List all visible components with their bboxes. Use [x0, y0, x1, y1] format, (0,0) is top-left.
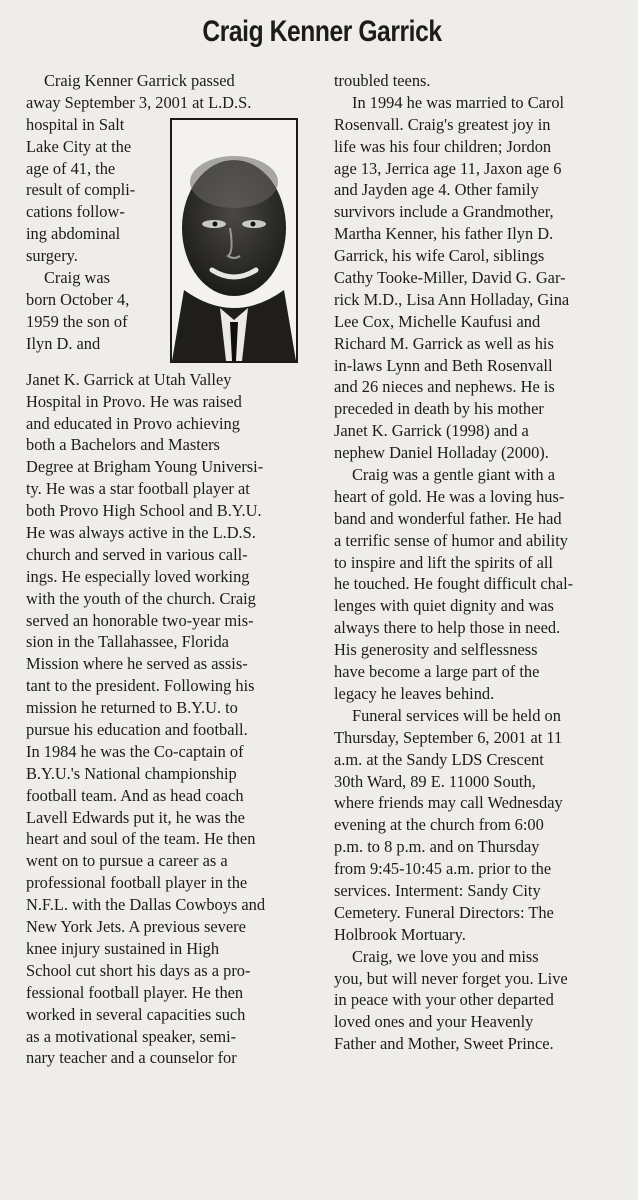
- obituary-title: Craig Kenner Garrick: [202, 15, 442, 48]
- text-line: ings. He especially loved working: [26, 566, 250, 586]
- text-line: surgery.: [26, 246, 78, 266]
- text-line: p.m. to 8 p.m. and on Thursday: [334, 837, 540, 857]
- text-line: from 9:45-10:45 a.m. prior to the: [334, 859, 552, 879]
- text-line: result of compli-: [26, 180, 136, 200]
- text-line: School cut short his days as a pro-: [26, 960, 251, 980]
- text-line: Holbrook Mortuary.: [334, 924, 466, 944]
- text-line: services. Interment: Sandy City: [334, 880, 541, 900]
- text-line: in-laws Lynn and Beth Rosenvall: [334, 355, 553, 375]
- text-line: Rosenvall. Craig's greatest joy in: [334, 114, 551, 134]
- portrait-illustration: [172, 120, 296, 361]
- text-line: and 26 nieces and nephews. He is: [334, 377, 555, 397]
- text-line: Degree at Brigham Young Universi-: [26, 457, 264, 477]
- text-line: In 1994 he was married to Carol: [352, 92, 565, 112]
- text-line: ing abdominal: [26, 224, 121, 244]
- text-line: Thursday, September 6, 2001 at 11: [334, 727, 563, 747]
- text-line: life was his four children; Jordon: [334, 136, 552, 156]
- text-line: knee injury sustained in High: [26, 938, 220, 958]
- text-line: Father and Mother, Sweet Prince.: [334, 1034, 554, 1054]
- text-line: Craig Kenner Garrick passed: [44, 71, 235, 90]
- text-line: both a Bachelors and Masters: [26, 435, 220, 455]
- text-line: born October 4,: [26, 289, 130, 309]
- text-line: Ilyn D. and: [26, 333, 101, 353]
- text-line: you, but will never forget you. Live: [334, 968, 568, 988]
- text-line: a terrific sense of humor and ability: [334, 530, 568, 550]
- text-line: pursue his education and football.: [26, 720, 248, 740]
- text-line: Richard M. Garrick as well as his: [334, 333, 554, 353]
- text-line: he touched. He fought difficult chal-: [334, 574, 574, 594]
- text-line: Lavell Edwards put it, he was the: [26, 807, 245, 827]
- text-line: and Jayden age 4. Other family: [334, 180, 539, 200]
- right-lines: [334, 70, 618, 1055]
- text-line: troubled teens.: [334, 71, 431, 90]
- text-line: sion in the Tallahassee, Florida: [26, 632, 229, 652]
- text-line: Cemetery. Funeral Directors: The: [334, 902, 554, 922]
- text-line: mission he returned to B.Y.U. to: [26, 698, 238, 718]
- text-line: New York Jets. A previous severe: [26, 917, 246, 937]
- text-line: Martha Kenner, his father Ilyn D.: [334, 224, 554, 244]
- text-line: football team. And as head coach: [26, 785, 244, 805]
- text-line: have become a large part of the: [334, 662, 540, 682]
- text-line: 1959 the son of: [26, 311, 128, 331]
- text-line: as a motivational speaker, semi-: [26, 1026, 237, 1046]
- text-line: where friends may call Wednesday: [334, 793, 563, 813]
- text-line: preceded in death by his mother: [334, 399, 544, 419]
- text-line: professional football player in the: [26, 873, 248, 893]
- text-line: to inspire and lift the spirits of all: [334, 552, 553, 572]
- text-line: a.m. at the Sandy LDS Crescent: [334, 749, 544, 769]
- text-line: Craig was a gentle giant with a: [352, 465, 556, 485]
- text-line: went on to pursue a career as a: [26, 851, 228, 871]
- text-line: nary teacher and a counselor for: [26, 1048, 237, 1068]
- text-line: 30th Ward, 89 E. 11000 South,: [334, 771, 536, 791]
- text-line: in peace with your other departed: [334, 990, 554, 1010]
- text-line: Mission where he served as assis-: [26, 654, 248, 674]
- body-lines: [26, 369, 298, 1070]
- text-line: Funeral services will be held on: [352, 705, 561, 725]
- text-line: age 13, Jerrica age 11, Jaxon age 6: [334, 158, 562, 178]
- text-line: served an honorable two-year mis-: [26, 610, 254, 630]
- text-line: heart of gold. He was a loving hus-: [334, 486, 565, 506]
- text-line: Janet K. Garrick at Utah Valley: [26, 369, 232, 389]
- intro-lines: [26, 70, 298, 114]
- text-line: tant to the president. Following his: [26, 676, 255, 696]
- text-line: band and wonderful father. He had: [334, 508, 562, 528]
- text-line: loved ones and your Heavenly: [334, 1012, 534, 1032]
- text-line: away September 3, 2001 at L.D.S.: [26, 92, 252, 112]
- article-columns: [26, 70, 618, 1069]
- text-line: always there to help those in need.: [334, 618, 561, 638]
- text-line: church and served in various call-: [26, 544, 248, 564]
- text-line: Lake City at the: [26, 136, 132, 156]
- text-line: lenges with quiet dignity and was: [334, 596, 554, 616]
- text-line: rick M.D., Lisa Ann Holladay, Gina: [334, 289, 570, 309]
- text-line: ty. He was a star football player at: [26, 479, 250, 499]
- text-line: In 1984 he was the Co-captain of: [26, 741, 244, 761]
- text-line: His generosity and selflessness: [334, 640, 538, 660]
- portrait-photo: [170, 118, 298, 363]
- text-line: age of 41, the: [26, 158, 116, 178]
- text-line: Janet K. Garrick (1998) and a: [334, 421, 529, 441]
- photo-wrap-block: [26, 114, 298, 369]
- text-line: Lee Cox, Michelle Kaufusi and: [334, 311, 541, 331]
- text-line: legacy he leaves behind.: [334, 683, 495, 703]
- text-line: worked in several capacities such: [26, 1004, 246, 1024]
- left-column: [26, 70, 298, 1069]
- text-line: Cathy Tooke-Miller, David G. Gar-: [334, 268, 566, 288]
- text-line: heart and soul of the team. He then: [26, 829, 256, 849]
- text-line: He was always active in the L.D.S.: [26, 523, 256, 543]
- text-line: both Provo High School and B.Y.U.: [26, 501, 262, 521]
- text-line: nephew Daniel Holladay (2000).: [334, 443, 549, 463]
- text-line: Hospital in Provo. He was raised: [26, 391, 242, 411]
- text-line: hospital in Salt: [26, 114, 125, 134]
- text-line: B.Y.U.'s National championship: [26, 763, 237, 783]
- text-line: with the youth of the church. Craig: [26, 588, 256, 608]
- text-line: survivors include a Grandmother,: [334, 202, 554, 222]
- text-line: Craig was: [44, 268, 111, 288]
- text-line: evening at the church from 6:00: [334, 815, 544, 835]
- text-line: Garrick, his wife Carol, siblings: [334, 246, 545, 266]
- text-line: fessional football player. He then: [26, 982, 244, 1002]
- text-line: Craig, we love you and miss: [352, 946, 539, 966]
- right-column: [334, 70, 618, 1069]
- text-line: cations follow-: [26, 202, 125, 222]
- text-line: N.F.L. with the Dallas Cowboys and: [26, 895, 266, 915]
- text-line: and educated in Provo achieving: [26, 413, 240, 433]
